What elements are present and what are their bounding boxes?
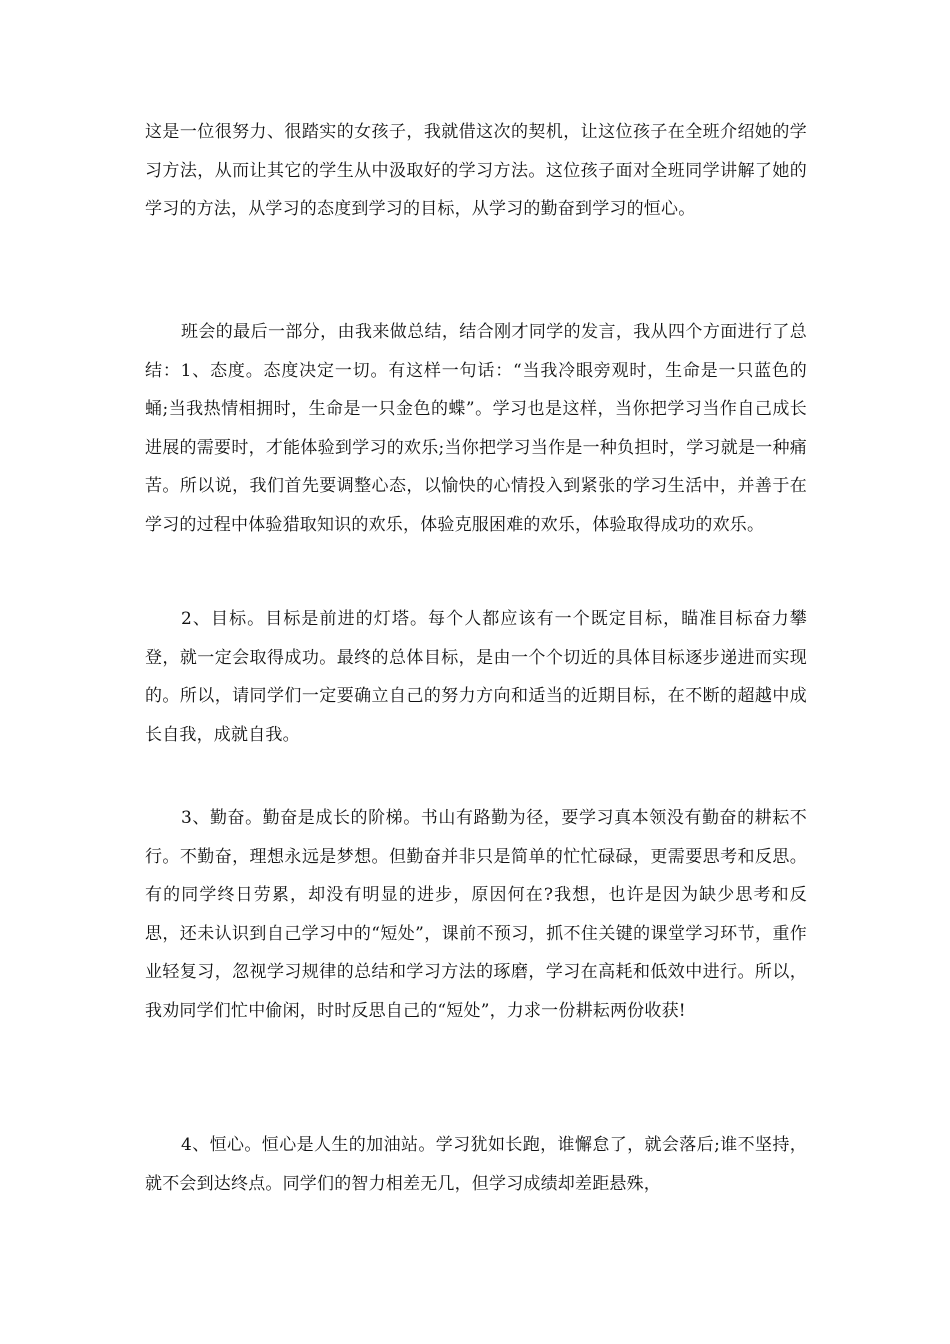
paragraph-4: 3、勤奋。勤奋是成长的阶梯。书山有路勤为径，要学习真本领没有勤奋的耕耘不行。不勤奋，理想永远是梦想。但勤奋并非只是简单的忙忙碌碌，更需要思考和反思。有的同学终日劳累，却没有明显的进步，原因何在?我想，也许是因为缺少思考和反思，还未认识到自己学习中的“短处”，课前不预习，抓不住关键的课堂学习环节，重作业轻复习，忽视学习规律的总结和学习方法的琢磨，学习在高耗和低效中进行。所以，我劝同学们忙中偷闲，时时反思自己的“短处”，力求一份耕耘两份收获! xyxy=(145,808,807,1021)
paragraph-1: 这是一位很努力、很踏实的女孩子，我就借这次的契机，让这位孩子在全班介绍她的学习方法，从而让其它的学生从中汲取好的学习方法。这位孩子面对全班同学讲解了她的学习的方法，从学习的态度到学习的目标，从学习的勤奋到学习的恒心。 xyxy=(145,122,807,220)
paragraph-2: 班会的最后一部分，由我来做总结，结合刚才同学的发言，我从四个方面进行了总结：1、态度。态度决定一切。有这样一句话：“当我冷眼旁观时，生命是一只蓝色的蛹;当我热情相拥时，生命是一只金色的蝶”。学习也是这样，当你把学习当作自己成长进展的需要时，才能体验到学习的欢乐;当你把学习当作是一种负担时，学习就是一种痛苦。所以说，我们首先要调整心态，以愉快的心情投入到紧张的学习生活中，并善于在学习的过程中体验猎取知识的欢乐，体验克服困难的欢乐，体验取得成功的欢乐。 xyxy=(145,322,807,535)
paragraph-5: 4、恒心。恒心是人生的加油站。学习犹如长跑，谁懈怠了，就会落后;谁不坚持，就不会到达终点。同学们的智力相差无几，但学习成绩却差距悬殊， xyxy=(145,1135,807,1194)
paragraph-3: 2、目标。目标是前进的灯塔。每个人都应该有一个既定目标，瞄准目标奋力攀登，就一定会取得成功。最终的总体目标，是由一个个切近的具体目标逐步递进而实现的。所以，请同学们一定要确立自己的努力方向和适当的近期目标，在不断的超越中成长自我，成就自我。 xyxy=(145,609,807,745)
